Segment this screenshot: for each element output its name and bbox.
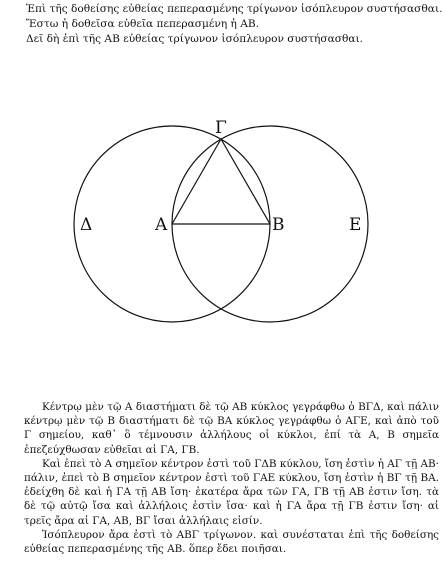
enunciation <box>26 2 443 48</box>
segment-ga <box>172 139 221 224</box>
proof-text <box>24 400 439 556</box>
construction-diagram <box>0 112 445 362</box>
segment-gb <box>221 139 270 224</box>
apodeixis-paragraph: Καὶ ἐπεὶ τὸ Α σημεῖον κέντρον ἐστὶ τοῦ ΓΔΒ κύκλου, ἴση ἐστὶν ἡ ΑΓ τῇ ΑΒ· πάλιν, ἐπεὶ τὸ Β σημεῖον κέντρον ἐστὶ τοῦ ΓΑΕ κύκλου, ἴση ἐστὶν ἡ ΒΓ τῇ ΒΑ. ἐδείχθη δὲ καὶ ἡ ΓΑ τῇ ΑΒ ἴση· ἑκατέρα ἄρα τῶν ΓΑ, ΓΒ τῇ ΑΒ ἐστιν ἴση. τὰ δὲ τῷ αὐτῷ ἴσα καὶ ἀλλήλοις ἐστὶν ἴσα· καὶ ἡ ΓΑ ἄρα τῇ ΓΒ ἐστιν ἴση· αἱ τρεῖς ἄρα αἱ ΓΑ, ΑΒ, ΒΓ ἴσαι ἀλλήλαις εἰσίν. <box>24 457 439 527</box>
label-a: Α <box>155 215 168 235</box>
protasis-line: Ἐπὶ τῆς δοθείσης εὐθείας πεπερασμένης τρίγωνον ἰσόπλευρον συστήσασθαι. <box>26 3 443 15</box>
geometric-figure <box>0 112 445 362</box>
kataskeue-paragraph: Κέντρῳ μὲν τῷ Α διαστήματι δὲ τῷ ΑΒ κύκλος γεγράφθω ὁ ΒΓΔ, καὶ πάλιν κέντρῳ μὲν τῷ Β διαστήματι δὲ τῷ ΒΑ κύκλος γεγράφθω ὁ ΑΓΕ, καὶ ἀπὸ τοῦ Γ σημείου, καθ᾽ ὃ τέμνουσιν ἀλλήλους οἱ κύκλοι, ἐπί τὰ Α, Β σημεῖα ἐπεζεύχθωσαν εὐθεῖαι αἱ ΓΑ, ΓΒ. <box>24 401 439 456</box>
label-gamma: Γ <box>215 118 227 138</box>
ekthesis-line: Ἔστω ἡ δοθεῖσα εὐθεῖα πεπερασμένη ἡ ΑΒ. <box>26 18 260 31</box>
label-e: Ε <box>349 215 362 235</box>
label-delta: Δ <box>80 215 93 235</box>
label-b: Β <box>272 215 285 235</box>
symperasma-paragraph: Ἰσόπλευρον ἄρα ἐστὶ τὸ ΑΒΓ τρίγωνον. καὶ συνέσταται ἐπὶ τῆς δοθείσης εὐθείας πεπερασμένης τῆς ΑΒ. ὅπερ ἔδει ποιῆσαι. <box>24 528 439 556</box>
diorismos-line: Δεῖ δὴ ἐπὶ τῆς ΑΒ εὐθείας τρίγωνον ἰσόπλευρον συστήσασθαι. <box>26 33 364 46</box>
